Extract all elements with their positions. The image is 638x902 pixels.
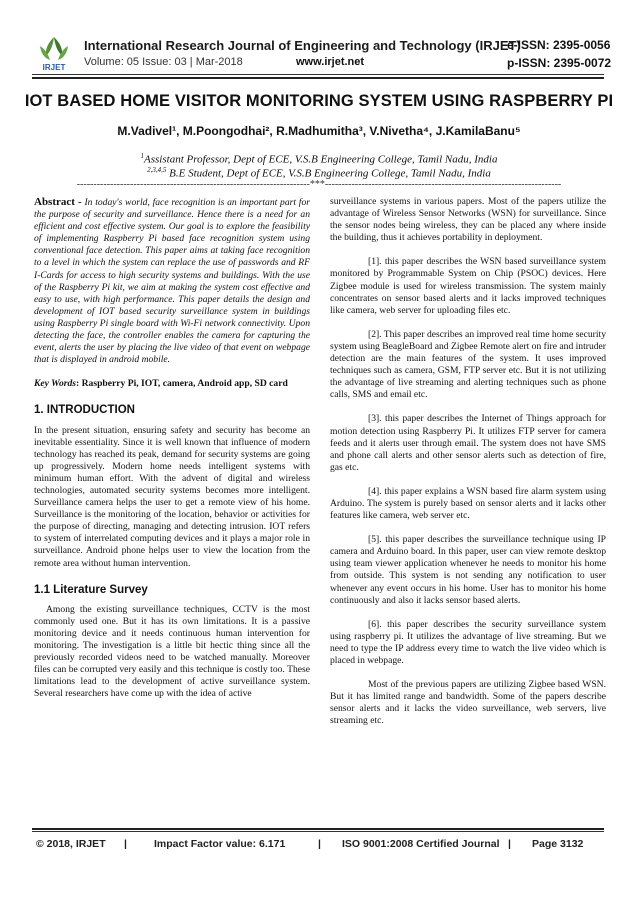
paragraph-ref-6: [6]. this paper describes the security surveillance system using raspberry pi. It utilizes the advantage of live streaming. But we need to type the IP address every time to watch the live video which is placed in webpage.	[330, 618, 606, 666]
header-divider-thick	[32, 77, 604, 79]
paper-authors: M.Vadivel¹, M.Poongodhai², R.Madhumitha³, V.Nivetha⁴, J.KamilaBanu⁵	[117, 124, 521, 138]
footer-divider-thick	[32, 828, 604, 830]
e-issn: e-ISSN: 2395-0056	[507, 38, 611, 52]
abstract	[34, 196, 310, 366]
paragraph-continuation: surveillance systems in various papers. Most of the papers utilize the advantage of Wireless Sensor Networks (WSN) for surveillance. Since the sensor nodes being wireless, they can be placed any where inside the building, thus it achieves portability in deployment.	[330, 196, 606, 244]
journal-website[interactable]: www.irjet.net	[296, 56, 365, 68]
journal-header	[0, 0, 638, 78]
keywords-text: : Raspberry Pi, IOT, camera, Android app, SD card	[76, 378, 288, 390]
paragraph-ref-3: [3]. this paper describes the Internet of Things approach for motion detection using Raspberry Pi. It utilizes FTP server for camera feeds and it alerts user through email. The system does not have SMS and phone call alerts and other sensor alerts such as detection of fire, gas etc.	[330, 413, 606, 473]
header-divider	[32, 74, 604, 75]
keywords-label: Key Words	[34, 378, 77, 390]
irjet-logo-icon	[34, 34, 74, 74]
footer-separator: |	[124, 838, 127, 850]
footer-impact-factor: Impact Factor value: 6.171	[154, 838, 286, 850]
irjet-logo	[34, 34, 74, 74]
footer-iso: ISO 9001:2008 Certified Journal	[342, 838, 500, 850]
section-heading-introduction: 1. INTRODUCTION	[34, 404, 135, 417]
footer-separator: |	[318, 838, 321, 850]
footer-page-number: Page 3132	[532, 838, 584, 850]
journal-name: International Research Journal of Engineering and Technology (IRJET)	[84, 38, 521, 53]
abstract-text: In today's world, face recognition is an important part for the purpose of security and surveillance. Hence there is a need for an efficient and cost effective system. Our goal is to explore the feasibility of implementing Raspberry Pi based face recognition system using conventional face detection. This paper aims at taking face recognition to a level in which the system can replace the use of passwords and RF I-Cards for access to high security systems and buildings. With the use of the Raspberry Pi kit, we aim at making the system cost effective and easy to use, with high performance. This paper details the design and development of IOT based security surveillance system in buildings using Raspberry Pi single board with Wi-Fi network connectivity. Upon detecting the face, the controller enables the camera for capturing the event, alerts the user by placing the live video of that event on webpage that is displayed in android mobile.	[34, 197, 310, 366]
introduction-text: In the present situation, ensuring safety and security has become an inevitable essentiality. Since it is well known that influence of modern technology has reached its peak, demand for security systems are going up progressively. Modern home needs intelligent systems with minimum human effort. With the advent of digital and wireless technologies, automated security systems becomes more intelligent. Surveillance camera helps the user to get a remote view of his home. Surveillance is the monitoring of the location, behavior or activities for the purpose of directing, managing and detecting intrusion. IOT refers to system of interrelated computing devices and it plays a major role in surveillance. Android phone helps user to view the location from the remote area without human intervention.	[34, 424, 310, 569]
paragraph-ref-1: [1]. this paper describes the WSN based surveillance system monitored by Programmable System on Chip (PSOC) devices. Here Zigbee module is used for wireless transmission. The system mainly concentrates on sensor based alerts and it lacks improved techniques like camera, web server for uploading files etc.	[330, 256, 606, 316]
literature-survey-text: Among the existing surveillance techniques, CCTV is the most commonly used one. But it has its own limitations. It is a passive monitoring device and it needs continuous human intervention for monitoring. The investigation is a little bit hectic thing since all the previously recorded videos need to be watched manually. Moreover files can be corrupted very easily and this technique is costly too. These limitations lead to the development of active surveillance system. Several researchers have come up with the idea of active	[34, 603, 310, 700]
keywords	[34, 378, 310, 390]
affiliation-1: $^1$Assistant Professor, Dept of ECE, V.S.B Engineering College, Tamil Nadu, India	[140, 152, 498, 166]
abstract-label: Abstract -	[34, 196, 82, 208]
affiliation-2: $^{2,3,4,5}$ B.E Student, Dept of ECE, V.S.B Engineering College, Tamil Nadu, India	[147, 166, 491, 180]
paragraph-ref-5: [5]. this paper describes the surveillance technique using IP camera and Arduino board. In this paper, user can view remote desktop using team viewer application whenever he needs to monitor his home from outside. This system is not sending any notification to user whenever any event occurs in his home. User has to monitor his home continuously and also it lacks sensor based alerts.	[330, 534, 606, 606]
paper-title: IOT BASED HOME VISITOR MONITORING SYSTEM USING RASPBERRY PI	[24, 92, 614, 110]
left-column	[34, 196, 310, 700]
paragraph-ref-2: [2]. This paper describes an improved real time home security system using BeagleBoard and Zigbee Remote alert on fire and intruder detection are the main features of the system. It uses improved techniques such as camera, GSM, FTP server etc. But it is not utilizing the advantage of live streaming and alerting techniques such as phone calls, SMS and email etc.	[330, 328, 607, 401]
paragraph-summary: Most of the previous papers are utilizing Zigbee based WSN. But it has limited range and bandwidth. Some of the papers describe sensor alerts and it lacks the video surveillance, web servers, live streaming etc.	[330, 679, 606, 727]
footer-divider	[32, 831, 604, 832]
paragraph-ref-4: [4]. this paper explains a WSN based fire alarm system using Arduino. The system is purely based on sensor alerts and it lacks other features like camera, web server etc.	[330, 485, 606, 522]
right-column	[330, 196, 606, 727]
footer-separator: |	[508, 838, 511, 850]
svg-text:IRJET: IRJET	[42, 63, 66, 72]
section-separator: ----------------------------------------------------------------------***-----------------------------------------------------------------------	[76, 180, 562, 190]
section-heading-literature-survey: 1.1 Literature Survey	[34, 583, 148, 596]
footer-copyright: © 2018, IRJET	[36, 838, 106, 850]
volume-issue: Volume: 05 Issue: 03 | Mar-2018	[84, 56, 243, 68]
p-issn: p-ISSN: 2395-0072	[507, 56, 612, 70]
